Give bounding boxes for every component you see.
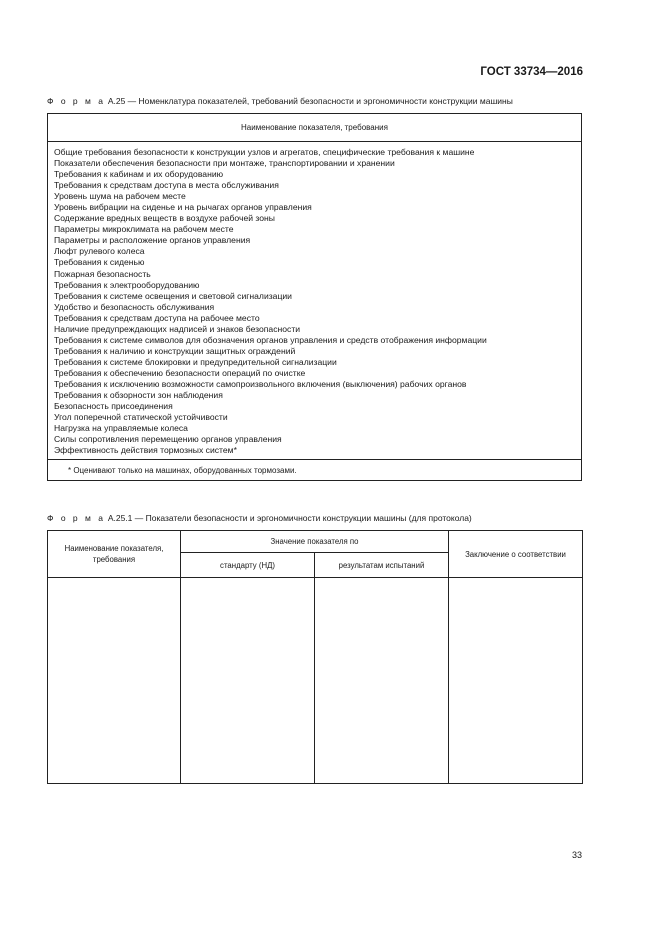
standard-code: ГОСТ 33734—2016 <box>480 66 583 78</box>
empty-cell <box>449 578 583 784</box>
requirement-item: Требования к сиденью <box>54 257 145 268</box>
table-column-header: Наименование показателя, требования <box>48 114 582 142</box>
protocol-table <box>47 530 583 784</box>
requirement-item: Требования к системе символов для обозначения органов управления и средств отображения информации <box>54 334 487 345</box>
requirement-item: Уровень шума на рабочем месте <box>54 191 186 202</box>
empty-cell <box>48 578 181 784</box>
form-a25-1-caption <box>47 513 472 523</box>
requirement-item: Общие требования безопасности к конструкции узлов и агрегатов, специфические требования к машине <box>54 147 475 157</box>
requirement-item: Удобство и безопасность обслуживания <box>54 301 215 312</box>
form-label: Ф о р м а <box>47 96 106 106</box>
col-conclusion-header: Заключение о соответствии <box>449 531 583 578</box>
page-number: 33 <box>571 850 582 860</box>
requirement-item: Требования к обеспечению безопасности операций по очистке <box>54 367 306 378</box>
requirement-item: Требования к кабинам и их оборудованию <box>54 169 224 180</box>
requirement-item: Требования к средствам доступа в места обслуживания <box>54 180 279 191</box>
col-results-header: результатам испытаний <box>315 553 449 578</box>
requirement-item: Угол поперечной статической устойчивости <box>54 412 228 423</box>
requirement-item: Требования к электрооборудованию <box>54 279 200 290</box>
requirement-item: Эффективность действия тормозных систем* <box>54 445 237 456</box>
form-a25-caption <box>47 96 513 106</box>
requirement-item: Требования к обзорности зон наблюдения <box>54 390 223 401</box>
requirement-item: Пожарная безопасность <box>54 268 151 279</box>
requirement-item: Безопасность присоединения <box>54 401 173 412</box>
form-label: Ф о р м а <box>47 513 106 523</box>
empty-cell <box>315 578 449 784</box>
col-name-header: Наименование показателя, требования <box>48 531 181 578</box>
requirement-item: Люфт рулевого колеса <box>54 246 145 257</box>
footnote: * Оценивают только на машинах, оборудованных тормозами. <box>48 460 582 481</box>
requirement-item: Уровень вибрации на сиденье и на рычагах органов управления <box>54 202 312 213</box>
requirement-item: Требования к средствам доступа на рабочее место <box>54 312 260 323</box>
requirement-item: Требования к наличию и конструкции защитных ограждений <box>54 345 296 356</box>
requirement-item: Нагрузка на управляемые колеса <box>54 423 188 434</box>
empty-cell <box>181 578 315 784</box>
form-title: А.25.1 — Показатели безопасности и эргономичности конструкции машины (для протокола) <box>107 513 472 523</box>
requirement-item: Наличие предупреждающих надписей и знаков безопасности <box>54 323 301 334</box>
requirement-item: Содержание вредных веществ в воздухе рабочей зоны <box>54 213 275 224</box>
form-title: А.25 — Номенклатура показателей, требований безопасности и эргономичности конструкции машины <box>107 96 513 106</box>
col-standard-header: стандарту (НД) <box>181 553 315 578</box>
requirement-item: Показатели обеспечения безопасности при монтаже, транспортировании и хранении <box>54 158 395 169</box>
requirement-item: Требования к системе освещения и световой сигнализации <box>54 290 292 301</box>
col-value-group-header: Значение показателя по <box>181 531 449 553</box>
requirements-list <box>48 142 582 460</box>
requirement-item: Параметры и расположение органов управления <box>54 235 251 246</box>
requirement-item: Требования к системе блокировки и предупредительной сигнализации <box>54 356 337 367</box>
requirement-item: Параметры микроклимата на рабочем месте <box>54 224 234 235</box>
requirement-item: Силы сопротивления перемещению органов управления <box>54 434 282 445</box>
requirements-table <box>47 113 582 481</box>
requirement-item: Требования к исключению возможности самопроизвольного включения (выключения) рабочих органов <box>54 378 467 389</box>
